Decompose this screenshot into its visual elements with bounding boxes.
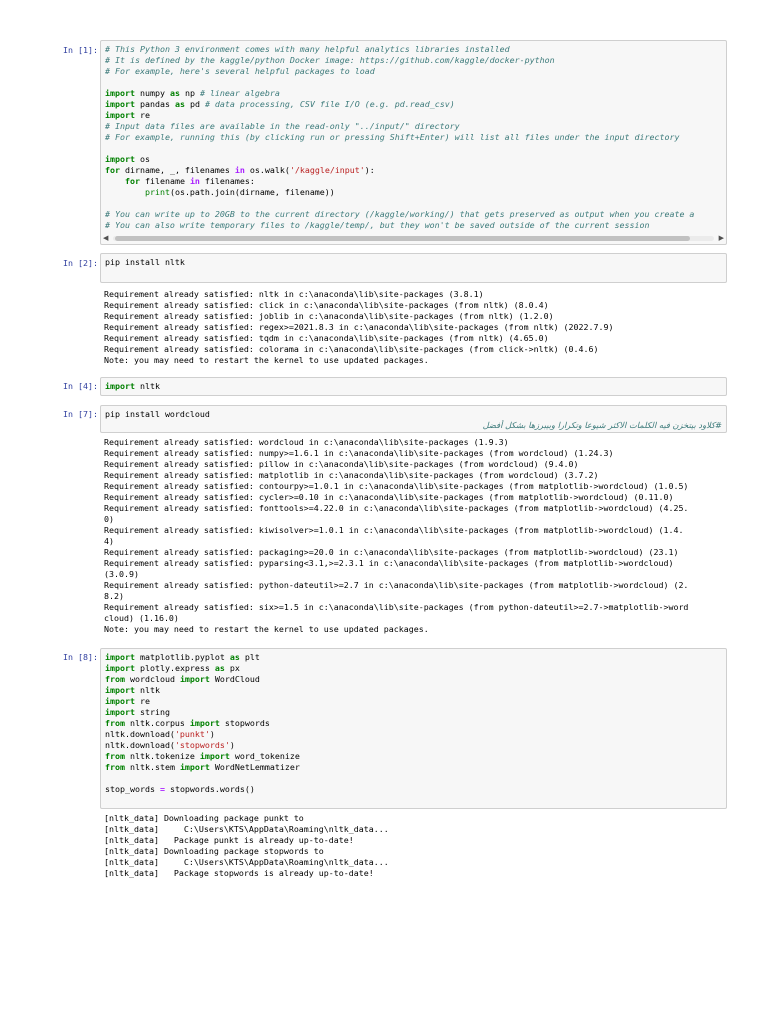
code-token: # For example, running this (by clicking run or pressing Shift+Enter) will list all files under the input directory: [105, 132, 680, 142]
code-token: re: [134, 696, 150, 706]
code-line: [105, 674, 722, 685]
code-token: np: [179, 88, 200, 98]
code-token: from: [105, 718, 125, 728]
code-token: pandas: [134, 99, 175, 109]
code-token: 'stopwords': [174, 740, 230, 750]
output-line: Requirement already satisfied: matplotlib in c:\anaconda\lib\site-packages (from wordcloud) (3.7.2): [104, 470, 599, 480]
code-line: [105, 88, 722, 99]
code-token: as: [229, 652, 240, 662]
code-token: import: [189, 718, 220, 728]
code-line: [105, 707, 722, 718]
output-line: Requirement already satisfied: joblib in c:\anaconda\lib\site-packages (from nltk) (1.2.0): [104, 311, 554, 321]
output-line: [nltk_data] Package punkt is already up-to-date!: [104, 835, 354, 845]
code-line: [105, 209, 722, 220]
code-line: [105, 44, 722, 55]
code-token: import: [105, 110, 135, 120]
code-line: [105, 696, 722, 707]
code-line: [105, 220, 722, 231]
code-line: [105, 685, 722, 696]
code-token: # linear algebra: [199, 88, 280, 98]
output-line: Requirement already satisfied: six>=1.5 in c:\anaconda\lib\site-packages (from python-dateutil>=2.7->matplotlib->word cloud) (1.16.0): [104, 602, 689, 623]
output-line: [nltk_data] C:\Users\KTS\AppData\Roaming\nltk_data...: [104, 824, 389, 834]
code-token: from: [105, 674, 125, 684]
code-line: [105, 663, 722, 674]
scroll-right-icon[interactable]: ▶: [718, 234, 724, 242]
code-lines: [105, 257, 722, 268]
cell-prompt: In [2]:: [63, 258, 98, 268]
code-token: in: [189, 176, 200, 186]
code-token: plt: [239, 652, 260, 662]
code-token: import: [199, 751, 230, 761]
code-line: [105, 762, 722, 773]
code-token: re: [134, 110, 150, 120]
code-token: string: [134, 707, 170, 717]
code-line: [105, 165, 722, 176]
code-token: from: [105, 762, 125, 772]
output-line: Requirement already satisfied: colorama in c:\anaconda\lib\site-packages (from click->nltk) (0.4.6): [104, 344, 599, 354]
code-token: dirname, _, filenames: [120, 165, 235, 175]
code-token: nltk: [134, 685, 160, 695]
code-token: nltk.download(: [105, 740, 175, 750]
code-line: [105, 652, 722, 663]
code-token: # It is defined by the kaggle/python Docker image: https://github.com/kaggle/docker-python: [105, 55, 555, 65]
code-line: [105, 784, 722, 795]
code-line: [105, 143, 722, 154]
code-line: [105, 154, 722, 165]
cell-output: [104, 813, 734, 879]
code-token: import: [105, 696, 135, 706]
code-line: [105, 729, 722, 740]
code-token: (os.path.join(dirname, filename)): [169, 187, 335, 197]
code-line: [105, 381, 722, 392]
cell-prompt: In [1]:: [63, 45, 98, 55]
code-line: [105, 409, 722, 420]
code-token: import: [105, 99, 135, 109]
output-line: Requirement already satisfied: kiwisolver>=1.0.1 in c:\anaconda\lib\site-packages (from matplotlib->wordcloud) (1.4. 4): [104, 525, 684, 546]
output-line: [nltk_data] Downloading package stopwords to: [104, 846, 324, 856]
code-token: import: [105, 652, 135, 662]
code-token: import: [105, 381, 135, 391]
code-line: [105, 121, 722, 132]
code-editor[interactable]: [100, 377, 727, 396]
code-token: os: [134, 154, 150, 164]
code-editor[interactable]: [100, 648, 727, 809]
code-token: wordcloud: [124, 674, 180, 684]
code-token: nltk.stem: [124, 762, 180, 772]
code-line: [105, 132, 722, 143]
code-token: WordNetLemmatizer: [209, 762, 300, 772]
output-line: [nltk_data] Downloading package punkt to: [104, 813, 304, 823]
cell-prompt: In [8]:: [63, 652, 98, 662]
code-line: [105, 751, 722, 762]
code-line: [105, 198, 722, 209]
code-token: px: [224, 663, 240, 673]
code-line: [105, 740, 722, 751]
code-token: # data processing, CSV file I/O (e.g. pd.read_csv): [204, 99, 455, 109]
code-token: [105, 187, 145, 197]
code-line: [105, 99, 722, 110]
code-token: import: [105, 88, 135, 98]
code-token: as: [174, 99, 185, 109]
output-line: Requirement already satisfied: fonttools>=4.22.0 in c:\anaconda\lib\site-packages (from matplotlib->wordcloud) (4.25. 0): [104, 503, 689, 524]
code-token: os.walk(: [244, 165, 290, 175]
output-line: Requirement already satisfied: cycler>=0.10 in c:\anaconda\lib\site-packages (from matplotlib->wordcloud) (0.11.0): [104, 492, 674, 502]
code-token: as: [214, 663, 225, 673]
code-token: #كلاود بيتخزن فيه الكلمات الاكثر شيوعا وتكرارا وبيبرزها بشكل أفضل: [482, 420, 722, 430]
code-token: matplotlib.pyplot: [134, 652, 230, 662]
output-line: Requirement already satisfied: pillow in c:\anaconda\lib\site-packages (from wordcloud) (9.4.0): [104, 459, 579, 469]
code-token: pd: [184, 99, 205, 109]
output-line: Requirement already satisfied: click in c:\anaconda\lib\site-packages (from nltk) (8.0.4): [104, 300, 549, 310]
code-token: nltk.corpus: [124, 718, 190, 728]
code-token: import: [105, 663, 135, 673]
code-line: [105, 718, 722, 729]
code-token: 'punkt': [174, 729, 210, 739]
code-token: ): [209, 729, 215, 739]
code-line: [105, 77, 722, 88]
code-token: stop_words: [105, 784, 160, 794]
code-token: import: [179, 674, 210, 684]
code-token: ):: [364, 165, 375, 175]
code-token: =: [159, 784, 165, 794]
output-line: Note: you may need to restart the kernel to use updated packages.: [104, 355, 429, 365]
code-line: [105, 66, 722, 77]
code-token: in: [234, 165, 245, 175]
code-editor[interactable]: [100, 253, 727, 283]
scroll-left-icon[interactable]: ◀: [103, 234, 109, 242]
code-token: ): [229, 740, 235, 750]
scrollbar-thumb[interactable]: [115, 236, 690, 241]
output-line: Requirement already satisfied: wordcloud in c:\anaconda\lib\site-packages (1.9.3): [104, 437, 509, 447]
code-token: filenames:: [199, 176, 255, 186]
code-line: [105, 110, 722, 121]
code-token: import: [179, 762, 210, 772]
code-token: import: [105, 707, 135, 717]
code-token: import: [105, 685, 135, 695]
cell-prompt: In [7]:: [63, 409, 98, 419]
code-lines: [105, 44, 722, 231]
output-line: Requirement already satisfied: pyparsing<3.1,>=2.3.1 in c:\anaconda\lib\site-packages (from matplotlib->wordcloud) (3.0.9): [104, 558, 674, 579]
code-line: [105, 773, 722, 784]
cell-prompt: In [4]:: [63, 381, 98, 391]
output-line: Requirement already satisfied: python-dateutil>=2.7 in c:\anaconda\lib\site-packages (from matplotlib->wordcloud) (2. 8.2): [104, 580, 689, 601]
code-token: nltk.tokenize: [124, 751, 200, 761]
code-token: from: [105, 751, 125, 761]
code-token: pip install nltk: [105, 257, 185, 267]
code-token: # You can also write temporary files to /kaggle/temp/, but they won't be saved outside of the current session: [105, 220, 650, 230]
code-token: # This Python 3 environment comes with many helpful analytics libraries installed: [105, 44, 510, 54]
code-token: stopwords: [219, 718, 270, 728]
code-token: for: [124, 176, 140, 186]
code-line: [105, 420, 722, 431]
code-token: plotly.express: [134, 663, 215, 673]
code-lines: [105, 409, 722, 431]
output-line: Requirement already satisfied: nltk in c:\anaconda\lib\site-packages (3.8.1): [104, 289, 484, 299]
output-line: Requirement already satisfied: numpy>=1.6.1 in c:\anaconda\lib\site-packages (from wordcloud) (1.24.3): [104, 448, 614, 458]
output-line: Requirement already satisfied: tqdm in c:\anaconda\lib\site-packages (from nltk) (4.65.0): [104, 333, 549, 343]
code-token: print: [144, 187, 170, 197]
horizontal-scrollbar[interactable]: [101, 234, 726, 243]
code-editor[interactable]: [100, 405, 727, 433]
code-line: [105, 187, 722, 198]
code-token: for: [105, 165, 120, 175]
code-token: word_tokenize: [229, 751, 300, 761]
output-line: Note: you may need to restart the kernel to use updated packages.: [104, 624, 429, 634]
output-line: Requirement already satisfied: regex>=2021.8.3 in c:\anaconda\lib\site-packages (from nltk) (2022.7.9): [104, 322, 614, 332]
output-line: Requirement already satisfied: contourpy>=1.0.1 in c:\anaconda\lib\site-packages (from matplotlib->wordcloud) (1.0.5): [104, 481, 689, 491]
cell-output: [104, 437, 734, 635]
code-token: # Input data files are available in the read-only "../input/" directory: [105, 121, 460, 131]
code-lines: [105, 652, 722, 795]
code-token: [105, 176, 125, 186]
code-line: [105, 257, 722, 268]
output-line: [nltk_data] C:\Users\KTS\AppData\Roaming\nltk_data...: [104, 857, 389, 867]
code-token: numpy: [134, 88, 170, 98]
output-line: [nltk_data] Package stopwords is already up-to-date!: [104, 868, 374, 878]
code-line: [105, 176, 722, 187]
code-token: stopwords.words(): [164, 784, 255, 794]
code-line: [105, 55, 722, 66]
code-token: import: [105, 154, 135, 164]
code-token: nltk.download(: [105, 729, 175, 739]
code-token: pip install wordcloud: [105, 409, 210, 419]
code-token: as: [169, 88, 180, 98]
code-token: WordCloud: [209, 674, 260, 684]
code-editor[interactable]: [100, 40, 727, 245]
code-token: filename: [139, 176, 190, 186]
code-token: nltk: [134, 381, 160, 391]
code-lines: [105, 381, 722, 392]
output-line: Requirement already satisfied: packaging>=20.0 in c:\anaconda\lib\site-packages (from matplotlib->wordcloud) (23.1): [104, 547, 679, 557]
cell-output: [104, 289, 734, 366]
code-token: '/kaggle/input': [289, 165, 365, 175]
code-token: # You can write up to 20GB to the current directory (/kaggle/working/) that gets preserved as output when you create a: [105, 209, 695, 219]
code-token: # For example, here's several helpful packages to load: [105, 66, 375, 76]
